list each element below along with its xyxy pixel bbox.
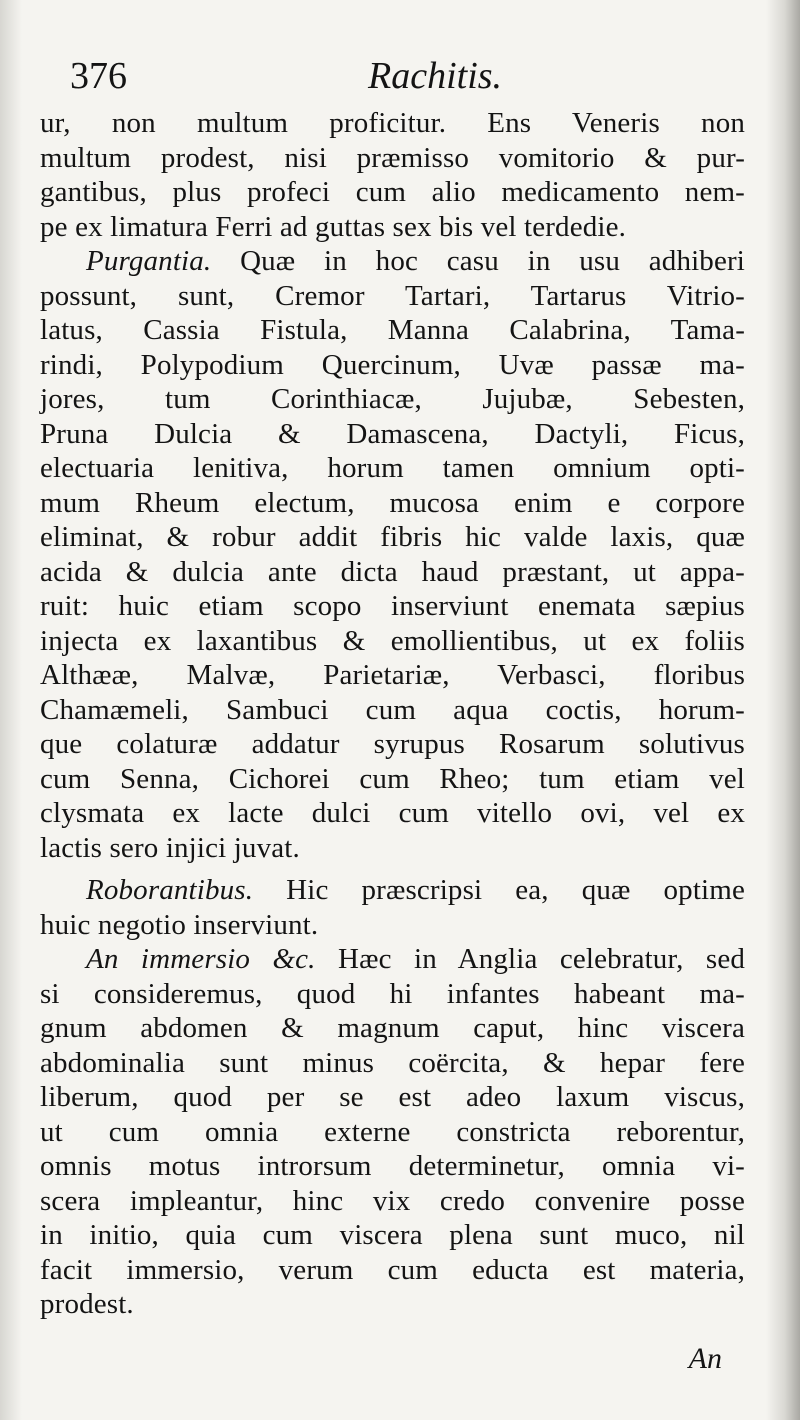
text-line: mum Rheum electum, mucosa enim e corpore	[40, 486, 745, 519]
text-line: lactis sero injici juvat.	[40, 831, 300, 864]
page-number: 376	[70, 55, 127, 97]
text-line: electuaria lenitiva, horum tamen omnium opti-	[40, 452, 745, 484]
text-line: gantibus, plus profeci cum alio medicamento nem-	[40, 176, 745, 208]
text-line-rest: Hic præscripsi ea, quæ optime	[286, 874, 745, 906]
text-line: si consideremus, quod hi infantes habeant ma-	[40, 977, 745, 1010]
text-line: scera impleantur, hinc vix credo convenire posse	[40, 1184, 745, 1217]
text-line: latus, Cassia Fistula, Manna Calabrina, Tama-	[40, 314, 745, 346]
text-line	[40, 873, 745, 908]
text-line: abdominalia sunt minus coërcita, & hepar fere	[40, 1046, 745, 1079]
text-line: eliminat, & robur addit fibris hic valde laxis, quæ	[40, 521, 745, 553]
right-page-edge	[766, 0, 800, 1420]
text-line: Althææ, Malvæ, Parietariæ, Verbasci, floribus	[40, 659, 745, 691]
text-line: Chamæmeli, Sambuci cum aqua coctis, horum-	[40, 693, 745, 726]
text-line: Pruna Dulcia & Damascena, Dactyli, Ficus,	[40, 417, 745, 450]
text-line: liberum, quod per se est adeo laxum viscus,	[40, 1081, 745, 1113]
catchword: An	[688, 1342, 722, 1375]
text-line-rest: Hæc in Anglia celebratur, sed	[337, 943, 746, 975]
paragraph-gap	[40, 865, 745, 873]
text-line: huic negotio inserviunt.	[40, 908, 319, 941]
left-page-shadow	[0, 0, 22, 1420]
running-head: Rachitis.	[368, 55, 503, 97]
text-line	[40, 942, 745, 977]
text-line: que colaturæ addatur syrupus Rosarum solutivus	[40, 728, 745, 760]
text-line: clysmata ex lacte dulci cum vitello ovi, vel ex	[40, 797, 745, 829]
text-line: prodest.	[40, 1288, 134, 1320]
section-lead-purgantia: Purgantia.	[86, 245, 212, 277]
text-line: jores, tum Corinthiacæ, Jujubæ, Sebesten,	[40, 383, 745, 415]
text-line: multum prodest, nisi præmisso vomitorio & pur-	[40, 141, 745, 174]
text-line: facit immersio, verum cum educta est materia,	[40, 1253, 745, 1286]
text-line: gnum abdomen & magnum caput, hinc viscera	[40, 1012, 745, 1044]
text-line	[40, 244, 745, 279]
text-line: ur, non multum proficitur. Ens Veneris non	[40, 107, 745, 139]
section-lead-roborantibus: Roborantibus.	[86, 874, 254, 906]
body-text	[40, 106, 745, 1322]
text-line: ut cum omnia externe constricta reborentur,	[40, 1115, 745, 1148]
text-line: acida & dulcia ante dicta haud præstant, ut appa-	[40, 555, 745, 588]
text-line: ruit: huic etiam scopo inserviunt enemata sæpius	[40, 590, 745, 622]
page-header	[70, 52, 730, 112]
text-line: rindi, Polypodium Quercinum, Uvæ passæ ma-	[40, 348, 745, 381]
section-lead-an-immersio: An immersio &c.	[86, 943, 316, 975]
text-line: possunt, sunt, Cremor Tartari, Tartarus Vitrio-	[40, 279, 745, 312]
text-line: injecta ex laxantibus & emollientibus, ut ex foliis	[40, 624, 745, 657]
text-line: cum Senna, Cichorei cum Rheo; tum etiam vel	[40, 762, 745, 795]
text-line: in initio, quia cum viscera plena sunt muco, nil	[40, 1219, 745, 1251]
text-line: omnis motus introrsum determinetur, omnia vi-	[40, 1150, 745, 1182]
text-line-rest: Quæ in hoc casu in usu adhiberi	[240, 245, 745, 277]
text-line: pe ex limatura Ferri ad guttas sex bis vel terdedie.	[40, 210, 627, 243]
